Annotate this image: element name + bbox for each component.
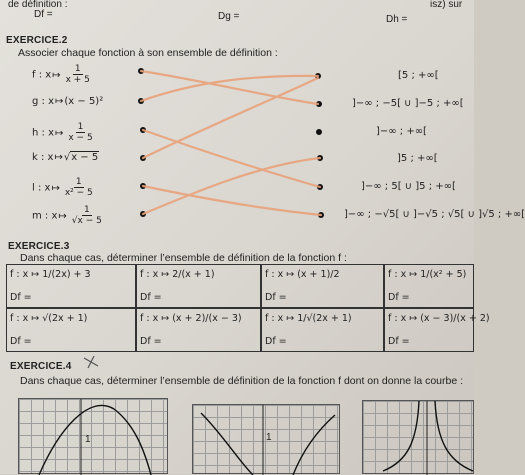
exercise-2-title: EXERCICE.2 bbox=[6, 35, 68, 46]
exercise-2-instruction: Associer chaque fonction à son ensemble de définition : bbox=[18, 47, 278, 59]
graph-2-tick: 1 bbox=[266, 432, 272, 443]
function-g: g : x↦(x − 5)² bbox=[32, 96, 104, 107]
handwritten-check-mark-icon bbox=[82, 354, 102, 370]
function-h: h : x↦ $\frac{1}{x - 5}$ bbox=[32, 122, 93, 143]
domain-4: ]5 ; +∞[ bbox=[397, 153, 438, 164]
line-l bbox=[143, 186, 321, 215]
domain-5: ]−∞ ; 5[ ∪ ]5 ; +∞[ bbox=[361, 181, 456, 192]
function-f: f : x↦ $\frac{1}{x + 5}$ bbox=[32, 64, 90, 85]
exercise-4-title: EXERCICE.4 bbox=[10, 361, 72, 372]
function-k: k : x↦√x − 5 bbox=[32, 152, 99, 163]
domain-2: ]−∞ ; −5[ ∪ ]−5 ; +∞[ bbox=[352, 98, 464, 109]
dh-label: Dh = bbox=[386, 14, 408, 25]
top-right-text: isz) sur bbox=[430, 0, 463, 10]
table-cell: f : x ↦ √(2x + 1) Df = bbox=[6, 308, 136, 352]
continuation-text: de définition : bbox=[8, 0, 68, 10]
function-l: l : x↦ $\frac{1}{\text{x² − 5}}$ bbox=[32, 177, 93, 198]
line-m bbox=[143, 158, 320, 214]
exercise-3-instruction: Dans chaque cas, déterminer l’ensemble de définition de la fonction f : bbox=[20, 252, 347, 264]
table-cell: f : x ↦ (x + 2)/(x − 3) Df = bbox=[136, 308, 261, 352]
exercise-4-instruction: Dans chaque cas, déterminer l’ensemble de définition de la fonction f dont on donne la courbe : bbox=[20, 375, 464, 387]
df-label: Df = bbox=[34, 9, 53, 20]
table-cell: f : x ↦ (x + 1)/2 Df = bbox=[261, 264, 384, 308]
graph-3 bbox=[362, 400, 474, 474]
graph-1-tick: 1 bbox=[85, 434, 91, 445]
table-cell: f : x ↦ 1/(x² + 5) Df = bbox=[384, 264, 474, 308]
exercise-3-table bbox=[6, 264, 490, 352]
domain-3: ]−∞ ; +∞[ bbox=[376, 126, 427, 137]
table-cell: f : x ↦ 2/(x + 1) Df = bbox=[136, 264, 261, 308]
domain-6: ]−∞ ; −√5[ ∪ ]−√5 ; √5[ ∪ ]√5 ; +∞[ bbox=[344, 209, 525, 220]
dg-label: Dg = bbox=[218, 11, 240, 22]
table-cell: f : x ↦ (x − 3)/(x + 2) Df = bbox=[384, 308, 474, 352]
table-cell: f : x ↦ 1/√(2x + 1) Df = bbox=[261, 308, 384, 352]
graph-2 bbox=[192, 404, 340, 474]
table-cell: f : x ↦ 1/(2x) + 3 Df = bbox=[6, 264, 136, 308]
domain-1: [5 ; +∞[ bbox=[398, 70, 439, 81]
line-k bbox=[143, 78, 318, 158]
exercise-3-title: EXERCICE.3 bbox=[8, 241, 70, 252]
function-m: m : x↦ $\frac{1}{√x - 5}$ bbox=[32, 205, 102, 226]
graph-1 bbox=[18, 398, 168, 474]
